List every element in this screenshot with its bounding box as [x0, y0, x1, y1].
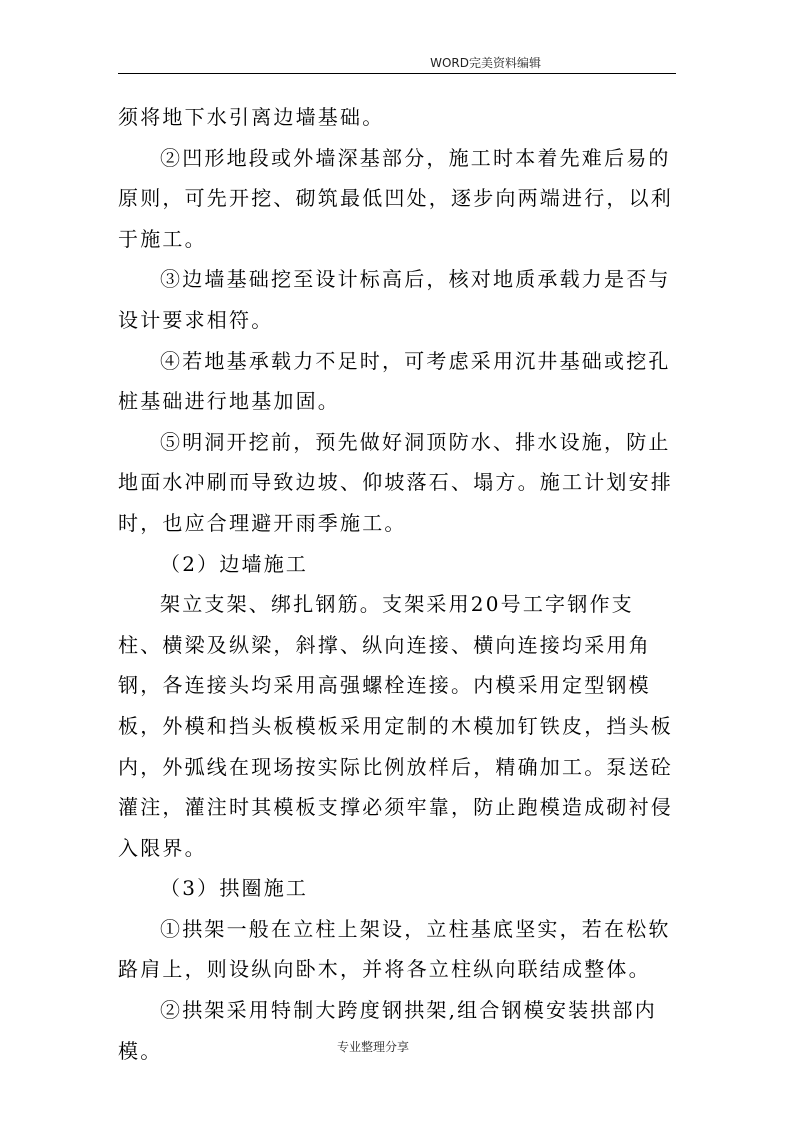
section-heading: （2）边墙施工 — [160, 551, 309, 576]
paragraph: ②拱架采用特制大跨度钢拱架,组合钢模安装拱部内模。 — [118, 998, 657, 1063]
document-body — [118, 97, 678, 1071]
paragraph: ②凹形地段或外墙深基部分，施工时本着先难后易的原则，可先开挖、砌筑最低凹处，逐步向两端进行，以利于施工。 — [118, 145, 673, 251]
section-heading: （3）拱圈施工 — [160, 876, 309, 901]
page-header — [118, 56, 676, 74]
page-footer — [0, 1040, 794, 1054]
paragraph: ⑤明洞开挖前，预先做好洞顶防水、排水设施，防止地面水冲刷而导致边坡、仰坡落石、塌方。施工计划安排时，也应合理避开雨季施工。 — [118, 429, 673, 535]
footer-text: 专业整理分享 — [336, 1040, 409, 1054]
paragraph: ③边墙基础挖至设计标高后，核对地质承载力是否与设计要求相符。 — [118, 267, 671, 332]
paragraph: 须将地下水引离边墙基础。 — [118, 105, 385, 129]
paragraph: ①拱架一般在立柱上架设，立柱基底坚实，若在松软路肩上，则设纵向卧木，并将各立柱纵向联结成整体。 — [118, 916, 671, 982]
paragraph: ④若地基承载力不足时，可考虑采用沉井基础或挖孔桩基础进行地基加固。 — [118, 348, 671, 414]
paragraph: 架立支架、绑扎钢筋。支架采用20号工字钢作支柱、横梁及纵梁，斜撑、纵向连接、横向连接均采用角钢，各连接头均采用高强螺栓连接。内模采用定型钢模板，外模和挡头板模板采用定制的木模加钉铁皮，挡头板内，外弧线在现场按实际比例放样后，精确加工。泵送砼灌注，灌注时其模板支撑必须牢靠，防止跑模造成砌衬侵入限界。 — [118, 592, 673, 860]
header-text: WORD完美资料编辑 — [430, 56, 541, 70]
